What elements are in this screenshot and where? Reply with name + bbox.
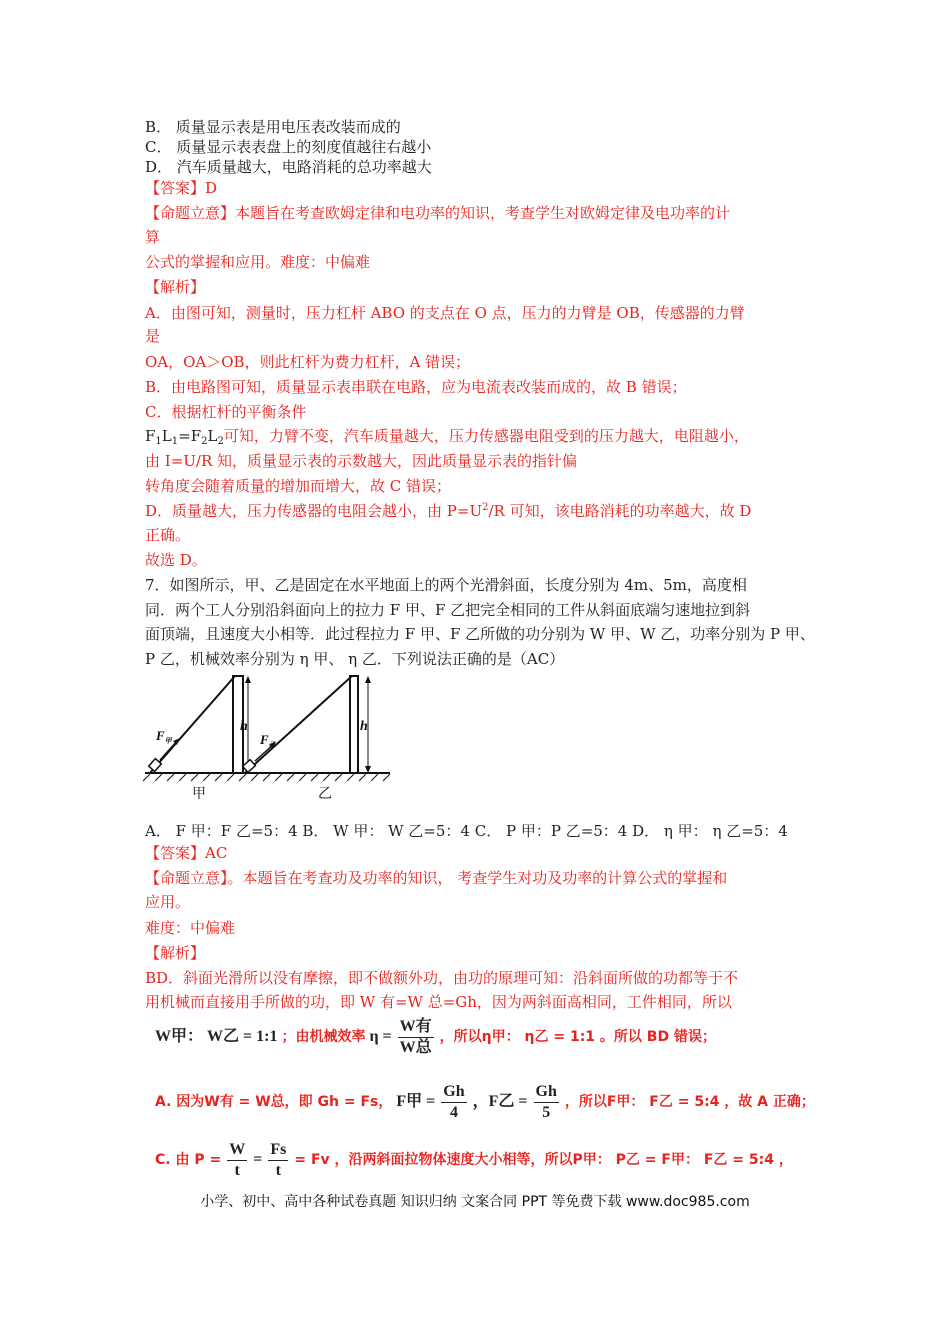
intent-q7-line1: 【命题立意】。本题旨在考查功及功率的知识， 考查学生对功及功率的计算公式的掌握和 — [145, 869, 728, 887]
page-footer: 小学、初中、高中各种试卷真题 知识归纳 文案合同 PPT 等免费下载 www.doc985.com — [200, 1194, 750, 1210]
analysis-a-line1: A．由图可知，测量时，压力杠杆 ABO 的支点在 O 点，压力的力臂是 OB，传感器的力臂 — [145, 304, 745, 322]
option-b: B． 质量显示表是用电压表改装而成的 — [145, 118, 401, 136]
option-d: D． 汽车质量越大，电路消耗的总功率越大 — [145, 158, 432, 176]
q7-stem-line2: 同．两个工人分别沿斜面向上的拉力 F 甲、F 乙把完全相同的工件从斜面底端匀速地拉到斜 — [145, 601, 751, 619]
analysis-d-line2: 正确。 — [145, 526, 191, 544]
height-label-left: h — [240, 719, 248, 734]
incline-right — [245, 676, 352, 773]
q7-stem-line1: 7．如图所示，甲、乙是固定在水平地面上的两个光滑斜面，长度分别为 4m、5m，高度相 — [145, 576, 747, 594]
answer-q7: 【答案】AC — [145, 844, 228, 862]
svg-text:F乙: $F_乙$ — [260, 732, 276, 749]
formula-force: A. 因为W有 = W总，即 Gh = Fs， F甲 = $\frac{Gh}{4}$ ，F乙 = $\frac{Gh}{5}$ ，所以F甲： F乙 = 5:4 ，故 A 正确； — [155, 1083, 815, 1121]
analysis-label-q7: 【解析】 — [145, 944, 206, 962]
analysis-b-line1: B．由电路图可知，质量显示表串联在电路，应为电流表改装而成的，故 B 错误； — [145, 378, 687, 396]
analysis-a-line3: OA，OA＞OB，则此杠杆为费力杠杆，A 错误； — [145, 353, 471, 371]
intent-q6-line1: 【命题立意】本题旨在考查欧姆定律和电功率的知识，考查学生对欧姆定律及电功率的计 — [145, 204, 731, 222]
incline-left — [150, 676, 235, 773]
analysis-c-line2: $F_1L_1=F_2L_2$可知，力臂不变，汽车质量越大，压力传感器电阻受到的压力越大，电阻越小， — [145, 427, 749, 447]
analysis-c-line1: C．根据杠杆的平衡条件 — [145, 403, 307, 421]
analysis-a-line2: 是 — [145, 327, 161, 345]
incline-figure — [140, 668, 400, 808]
formula-power: C. 由 P = $\frac{W}{t}$ = $\frac{Fs}{t}$ = Fv ，沿两斜面拉物体速度大小相等，所以P甲： P乙 = F甲： F乙 = 5:4 ， — [155, 1141, 793, 1179]
conclusion-q6: 故选 D。 — [145, 551, 207, 569]
analysis-c-line4: 转角度会随着质量的增加而增大，故 C 错误； — [145, 477, 452, 495]
q7-options: A． F 甲：F 乙=5：4 B． W 甲： W 乙=5：4 C． P 甲：P 乙=5：4 D． η 甲： η 乙=5：4 — [145, 822, 788, 840]
analysis-d-line1: D．质量越大，压力传感器的电阻会越小，由 $P=U^2/R$ 可知，该电路消耗的功率越大，故 D — [145, 502, 752, 520]
height-label-right: h — [360, 719, 368, 734]
formula-efficiency: W甲： W乙 = 1:1 ；由机械效率 η = $\frac{\text{W有}}{\text{W总}}$ ，所以η甲： η乙 = 1:1 。所以 BD 错误； — [155, 1018, 716, 1056]
intent-q6-line3: 公式的掌握和应用。难度：中偏难 — [145, 253, 371, 271]
intent-q6-line2: 算 — [145, 228, 161, 246]
label-yi: 乙 — [318, 787, 332, 802]
analysis-bd-line2: 用机械而直接用手所做的功，即 W 有=W 总=Gh，因为两斜面高相同，工件相同，所以 — [145, 993, 732, 1011]
answer-q6: 【答案】D — [145, 179, 218, 197]
intent-q7-line2: 应用。 — [145, 893, 191, 911]
analysis-c-line3: 由 I=U/R 知，质量显示表的示数越大，因此质量显示表的指针偏 — [145, 452, 578, 470]
analysis-bd-line1: BD．斜面光滑所以没有摩擦，即不做额外功，由功的原理可知：沿斜面所做的功都等于不 — [145, 969, 739, 987]
q7-stem-line3: 面顶端，且速度大小相等．此过程拉力 F 甲、F 乙所做的功分别为 W 甲、W 乙，功率分别为 P 甲、 — [145, 625, 815, 643]
analysis-label-q6: 【解析】 — [145, 278, 206, 296]
q7-stem-line4: P 乙，机械效率分别为 η 甲、 η 乙．下列说法正确的是（AC） — [145, 650, 565, 668]
difficulty-q7: 难度：中偏难 — [145, 919, 236, 937]
option-c: C． 质量显示表表盘上的刻度值越往右越小 — [145, 138, 432, 156]
label-jia: 甲 — [192, 787, 206, 802]
svg-text:F甲: $F_甲$ — [156, 728, 172, 745]
